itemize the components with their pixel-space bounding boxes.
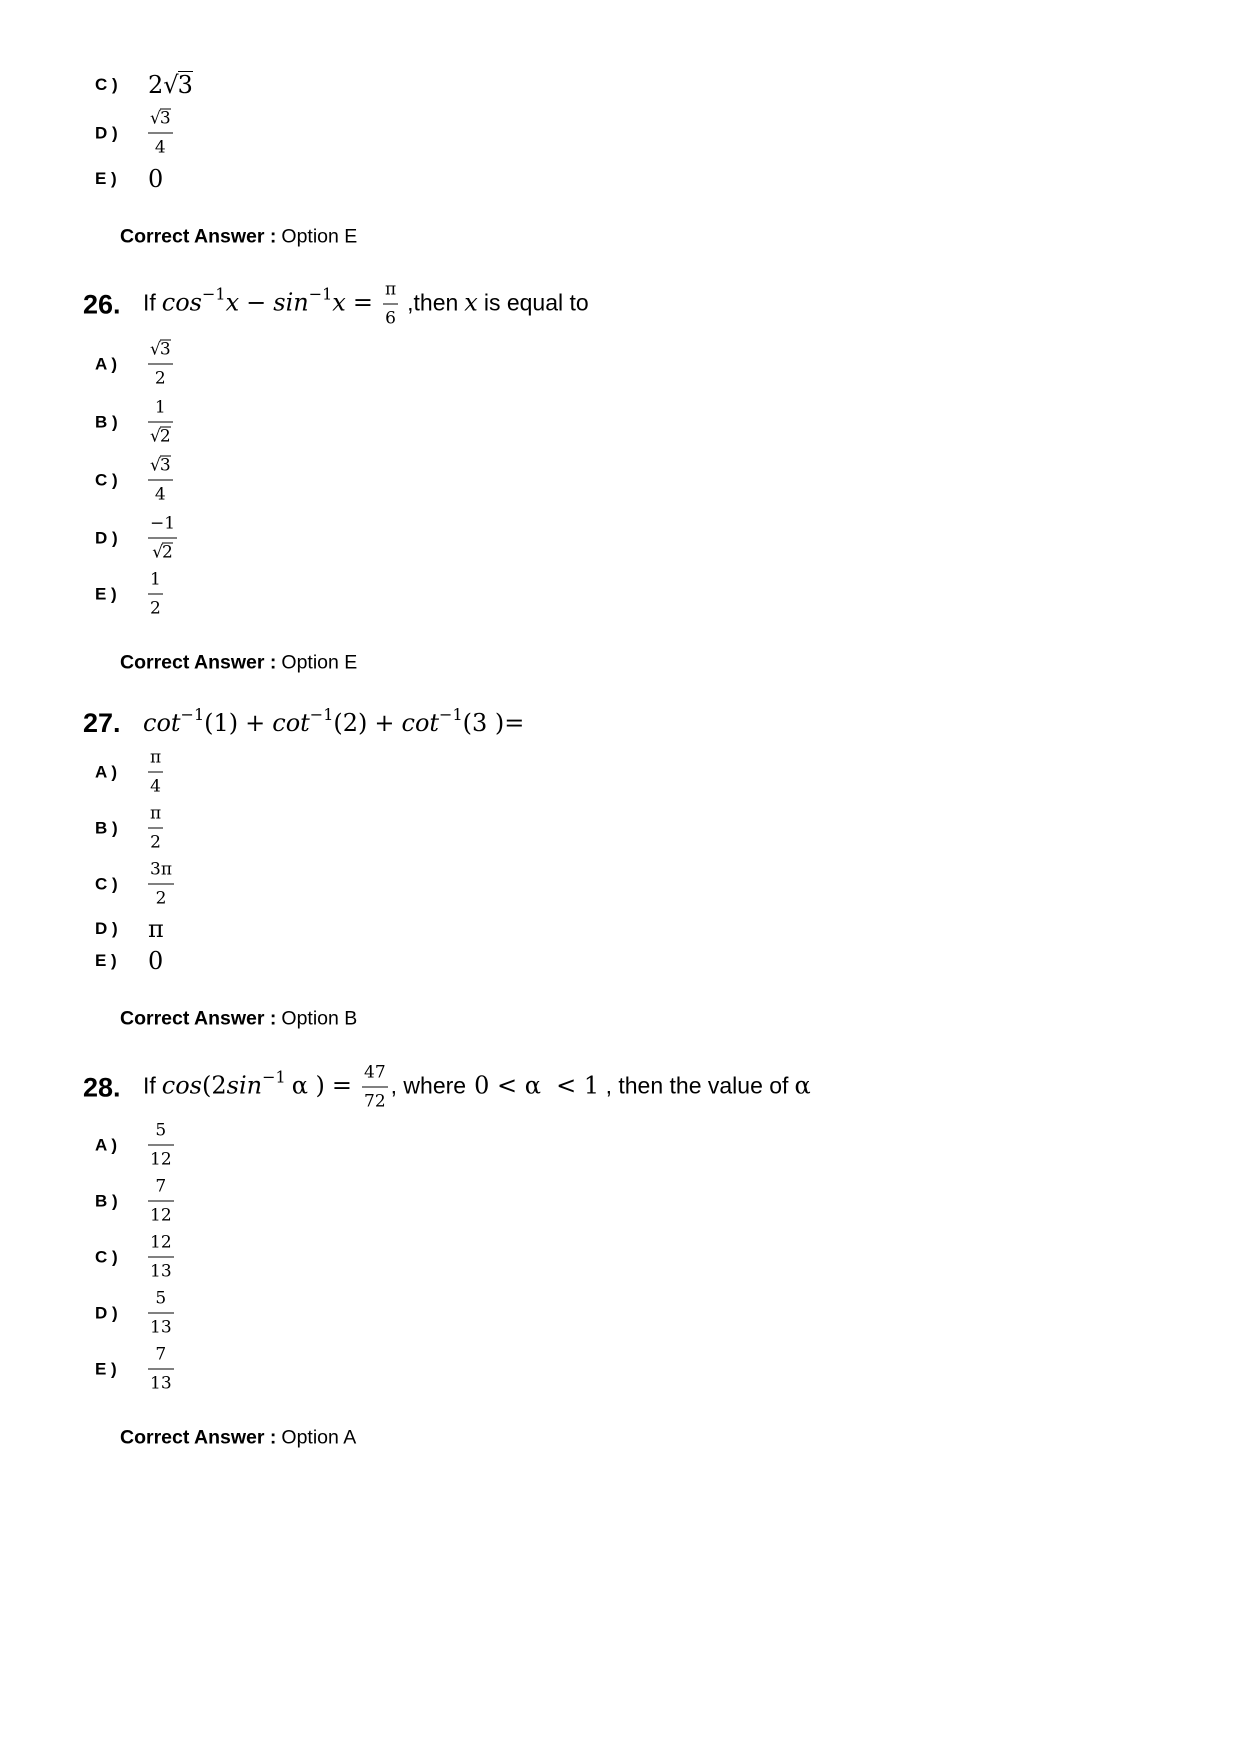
radicand: 2 — [162, 542, 173, 563]
option-label: B ) — [95, 818, 118, 837]
numerator: −1 — [150, 513, 176, 534]
radicand: 3 — [159, 339, 171, 360]
math-argument: (3 )= — [462, 709, 525, 737]
option-label: A ) — [95, 354, 118, 373]
correct-answer — [120, 1427, 356, 1450]
numerator: 3π — [150, 859, 172, 880]
option-e — [95, 1345, 174, 1394]
math-function: sin — [273, 288, 309, 317]
numerator: π — [150, 803, 162, 824]
correct-answer-value: Option E — [281, 225, 358, 248]
math-operator: + — [374, 709, 395, 737]
option-b — [95, 398, 173, 447]
question-number: 26. — [83, 289, 121, 319]
math-operator: = — [352, 288, 373, 317]
fraction — [383, 280, 398, 329]
question-line — [83, 707, 524, 739]
fraction — [148, 514, 177, 563]
option-label: D ) — [95, 1303, 118, 1322]
numerator: 1 — [154, 397, 166, 418]
correct-answer-value: Option B — [281, 1007, 358, 1030]
question-stem — [143, 1063, 811, 1112]
correct-answer — [120, 652, 357, 675]
option-value: 0 — [148, 165, 164, 193]
option-value: π — [148, 915, 164, 943]
correct-answer-label: Correct Answer : — [120, 1007, 277, 1030]
numerator: 7 — [155, 1176, 167, 1197]
option-label: E ) — [95, 169, 117, 188]
option-label: E ) — [95, 584, 117, 603]
math-function: cot — [143, 709, 181, 737]
fraction — [148, 570, 163, 619]
denominator — [150, 539, 175, 563]
math-function: cos — [161, 288, 202, 317]
option-e — [95, 947, 163, 975]
square-root-sign: √ — [150, 455, 161, 476]
option-label: D ) — [95, 123, 118, 142]
math-argument: (1) — [204, 709, 239, 737]
radicand: 3 — [177, 71, 193, 99]
math-operator: − — [246, 288, 267, 317]
square-root-sign: √ — [152, 542, 164, 563]
option-e — [95, 570, 163, 619]
math-superscript: −1 — [308, 284, 333, 304]
numerator: 7 — [155, 1344, 167, 1365]
correct-answer — [120, 1008, 357, 1031]
numerator — [148, 456, 173, 480]
correct-answer-value: Option A — [281, 1426, 357, 1449]
denominator: 13 — [150, 1317, 172, 1338]
fraction — [148, 860, 174, 909]
math-superscript: −1 — [309, 705, 334, 724]
denominator — [148, 423, 173, 447]
numerator: 47 — [364, 1062, 386, 1083]
math-function: cos — [161, 1071, 202, 1100]
option-value: 0 — [148, 947, 164, 975]
math-argument: (2 — [202, 1071, 227, 1100]
square-root-sign: √ — [150, 108, 161, 129]
option-c — [95, 860, 174, 909]
denominator: 72 — [364, 1091, 386, 1112]
denominator: 4 — [150, 776, 161, 797]
option-label: C ) — [95, 470, 118, 489]
math-operator: = — [331, 1071, 352, 1100]
radicand: 3 — [159, 455, 171, 476]
option-b — [95, 804, 163, 853]
fraction — [148, 1233, 174, 1282]
question-line — [83, 1063, 811, 1112]
denominator: 12 — [150, 1205, 172, 1226]
math-variable: x — [332, 288, 346, 317]
option-label: B ) — [95, 412, 118, 431]
fraction — [148, 1177, 174, 1226]
fraction — [148, 1121, 174, 1170]
option-value: 2√3 — [148, 71, 193, 99]
square-root-sign: √ — [150, 339, 161, 360]
option-c — [95, 1233, 174, 1282]
option-d — [95, 915, 164, 943]
question-number: 27. — [83, 708, 121, 738]
option-d — [95, 514, 177, 563]
option-label: C ) — [95, 75, 118, 94]
denominator: 13 — [150, 1373, 172, 1394]
option-a — [95, 748, 163, 797]
denominator: 2 — [154, 368, 166, 389]
math-function: cot — [401, 709, 440, 737]
denominator: 2 — [150, 598, 161, 619]
question-stem — [143, 705, 525, 737]
option-label: E ) — [95, 951, 117, 970]
option-d — [95, 109, 173, 158]
correct-answer — [120, 226, 357, 249]
question-number: 28. — [83, 1072, 121, 1102]
numerator: 12 — [150, 1232, 172, 1253]
option-label: B ) — [95, 1191, 118, 1210]
denominator: 12 — [150, 1149, 172, 1170]
math-function: sin — [226, 1071, 263, 1100]
option-label: A ) — [95, 1135, 118, 1154]
math-superscript: −1 — [202, 284, 226, 304]
correct-answer-label: Correct Answer : — [120, 225, 277, 248]
correct-answer-label: Correct Answer : — [120, 651, 277, 674]
stem-text: is equal to — [483, 289, 589, 316]
option-a — [95, 340, 173, 389]
numerator: π — [150, 747, 162, 768]
fraction — [148, 109, 173, 158]
radicand: 2 — [159, 426, 171, 447]
math-superscript: −1 — [262, 1067, 286, 1087]
option-e — [95, 165, 163, 193]
numerator: 5 — [155, 1120, 167, 1141]
denominator: 2 — [150, 832, 161, 853]
option-c — [95, 71, 193, 99]
numerator: π — [384, 279, 397, 300]
option-d — [95, 1289, 174, 1338]
option-label: C ) — [95, 1247, 118, 1266]
stem-text: If — [143, 289, 156, 316]
stem-text: , where — [390, 1072, 467, 1099]
denominator: 6 — [385, 308, 396, 329]
square-root-sign: √ — [163, 71, 179, 99]
math-operator: + — [245, 709, 266, 737]
option-label: D ) — [95, 919, 118, 938]
numerator — [148, 109, 173, 133]
stem-text: If — [143, 1072, 156, 1099]
fraction — [362, 1063, 388, 1112]
option-c — [95, 456, 173, 505]
correct-answer-value: Option E — [281, 651, 358, 674]
numerator: 5 — [155, 1288, 167, 1309]
square-root-sign: √ — [150, 426, 161, 447]
math-argument: α ) — [291, 1071, 325, 1100]
denominator: 4 — [154, 484, 166, 505]
question-stem — [143, 280, 589, 329]
math-inequality: 0 < α < 1 — [474, 1071, 600, 1100]
math-argument: (2) — [333, 709, 368, 737]
fraction — [148, 456, 173, 505]
math-function: cot — [272, 709, 310, 737]
fraction — [148, 398, 173, 447]
denominator: 4 — [154, 137, 166, 158]
numerator — [148, 340, 173, 364]
option-a — [95, 1121, 174, 1170]
fraction — [148, 804, 163, 853]
numerator: 1 — [150, 569, 161, 590]
math-variable: x — [225, 288, 240, 317]
stem-text: ,then — [407, 289, 459, 316]
fraction — [148, 1289, 174, 1338]
option-label: A ) — [95, 762, 118, 781]
denominator: 2 — [155, 888, 167, 909]
option-label: C ) — [95, 874, 118, 893]
option-label: E ) — [95, 1359, 117, 1378]
stem-text: , then the value of — [599, 1072, 789, 1099]
fraction — [148, 748, 163, 797]
math-variable: α — [794, 1071, 811, 1100]
fraction — [148, 340, 173, 389]
math-superscript: −1 — [180, 705, 205, 724]
radicand: 3 — [159, 108, 171, 129]
option-b — [95, 1177, 174, 1226]
denominator: 13 — [150, 1261, 172, 1282]
question-line — [83, 280, 589, 329]
option-label: D ) — [95, 528, 118, 547]
math-variable: x — [464, 288, 478, 317]
fraction — [148, 1345, 174, 1394]
math-superscript: −1 — [439, 705, 463, 724]
correct-answer-label: Correct Answer : — [120, 1426, 277, 1449]
